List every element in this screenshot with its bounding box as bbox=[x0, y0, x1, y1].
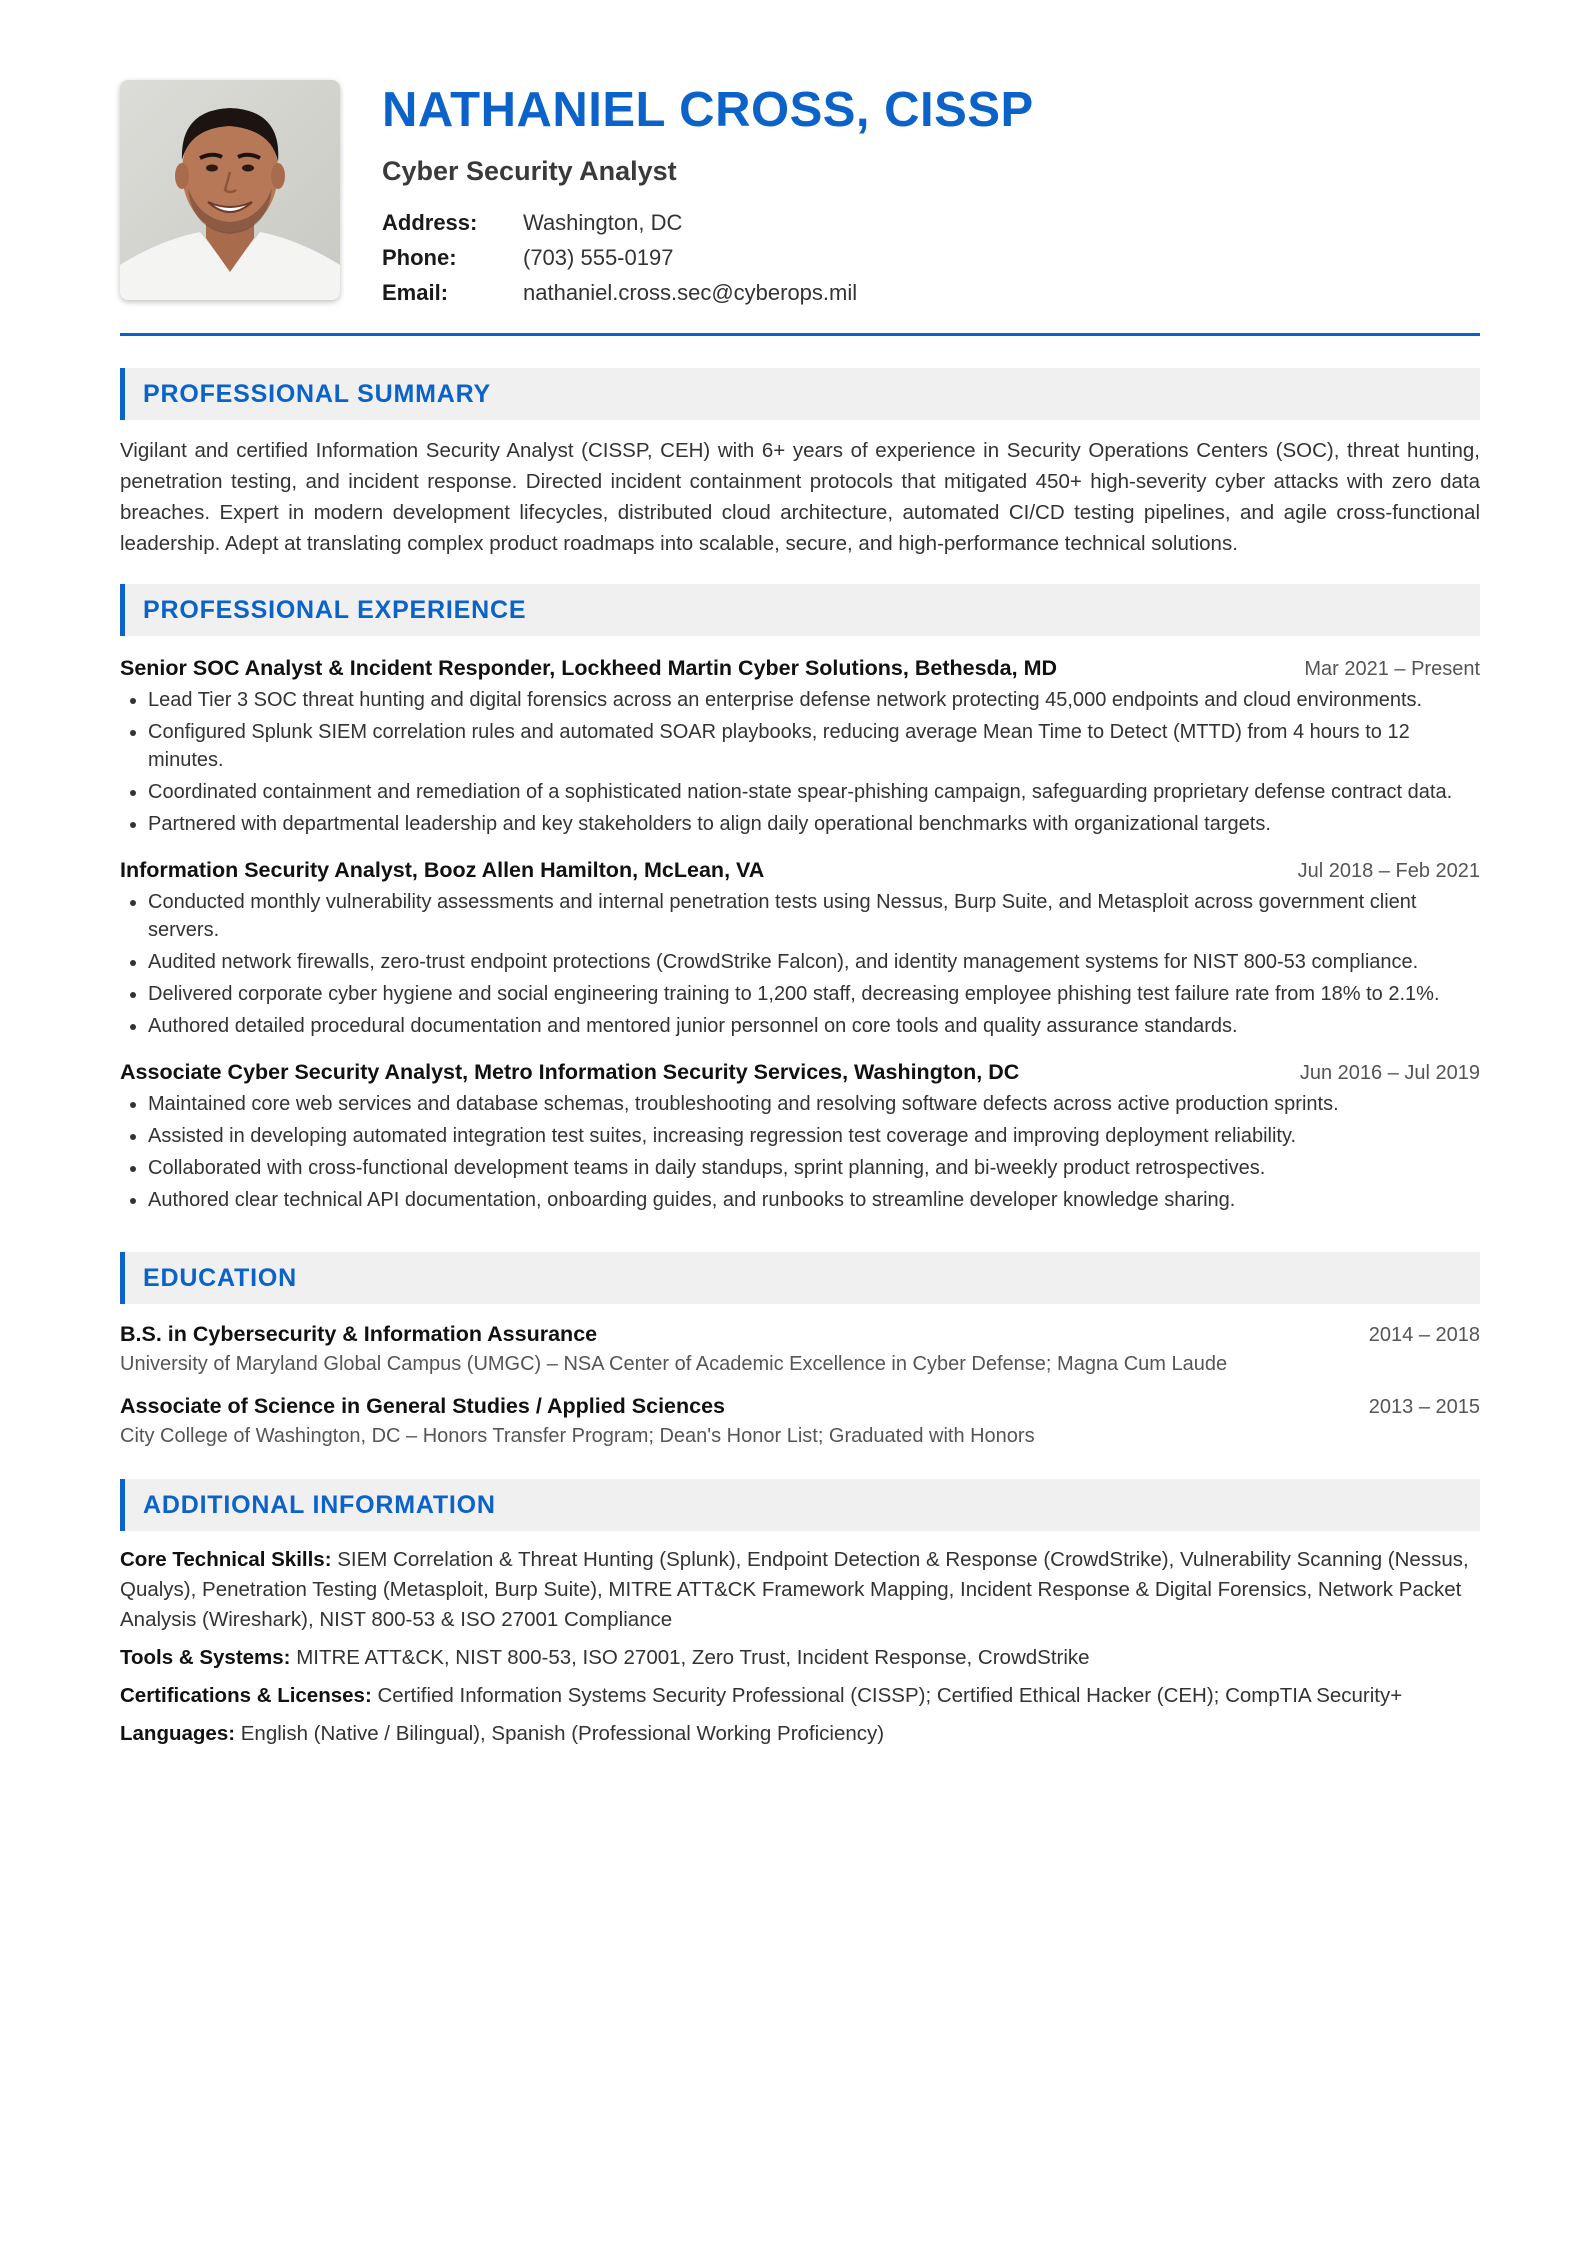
job-dates: Mar 2021 – Present bbox=[1304, 658, 1480, 680]
contact-address bbox=[382, 205, 1034, 240]
job-dates: Jun 2016 – Jul 2019 bbox=[1299, 1062, 1480, 1084]
education-entry bbox=[120, 1319, 1480, 1379]
job-bullet: • Assisted in developing automated integration test suites, increasing regression test coverage and improving deployment reliability. bbox=[148, 1122, 1480, 1150]
degree-title: Associate of Science in General Studies / Applied Sciences bbox=[120, 1394, 726, 1418]
job-header bbox=[120, 855, 1480, 885]
additional-label: Core Technical Skills: bbox=[120, 1548, 332, 1571]
education-header bbox=[120, 1319, 1480, 1349]
job-bullets bbox=[120, 1090, 1480, 1214]
portrait-illustration bbox=[120, 80, 340, 300]
education-entry bbox=[120, 1391, 1480, 1451]
job-bullet: • Delivered corporate cyber hygiene and social engineering training to 1,200 staff, decreasing employee phishing test failure rate from 18% to 2.1%. bbox=[148, 980, 1480, 1008]
contact-value: nathaniel.cross.sec@cyberops.mil bbox=[523, 279, 858, 305]
additional-value: Certified Information Systems Security Professional (CISSP); Certified Ethical Hacker (CEH); CompTIA Security+ bbox=[377, 1684, 1403, 1707]
education-dates: 2013 – 2015 bbox=[1368, 1396, 1480, 1418]
additional-value: English (Native / Bilingual), Spanish (Professional Working Proficiency) bbox=[240, 1722, 885, 1745]
additional-info-list bbox=[120, 1545, 1480, 1749]
contact-label: Email: bbox=[382, 279, 449, 305]
additional-label: Tools & Systems: bbox=[120, 1646, 291, 1669]
job-bullet: • Lead Tier 3 SOC threat hunting and digital forensics across an enterprise defense network protecting 45,000 endpoints and cloud environments. bbox=[148, 686, 1480, 714]
job-bullets bbox=[120, 686, 1480, 838]
additional-row-certifications bbox=[120, 1681, 1480, 1711]
header-info bbox=[382, 80, 1034, 310]
job-bullet: • Conducted monthly vulnerability assessments and internal penetration tests using Nessus, Burp Suite, and Metasploit across government client servers. bbox=[148, 888, 1480, 944]
contact-value: (703) 555-0197 bbox=[523, 244, 674, 270]
additional-value: MITRE ATT&CK, NIST 800-53, ISO 27001, Zero Trust, Incident Response, CrowdStrike bbox=[296, 1646, 1090, 1669]
job-bullet: • Maintained core web services and database schemas, troubleshooting and resolving software defects across active production sprints. bbox=[148, 1090, 1480, 1118]
section-heading-education: EDUCATION bbox=[120, 1252, 1480, 1304]
contact-phone bbox=[382, 240, 1034, 275]
additional-label: Certifications & Licenses: bbox=[120, 1684, 372, 1707]
contact-label: Address: bbox=[382, 209, 478, 235]
candidate-role: Cyber Security Analyst bbox=[382, 155, 677, 186]
job-header bbox=[120, 1057, 1480, 1087]
job-entry bbox=[120, 1057, 1480, 1214]
header-divider bbox=[120, 333, 1480, 336]
job-bullet: • Authored clear technical API documentation, onboarding guides, and runbooks to streamline developer knowledge sharing. bbox=[148, 1186, 1480, 1214]
education-detail: City College of Washington, DC – Honors Transfer Program; Dean's Honor List; Graduated with Honors bbox=[120, 1425, 1035, 1447]
additional-row-skills bbox=[120, 1545, 1480, 1635]
candidate-name: NATHANIEL CROSS, CISSP bbox=[382, 83, 1034, 137]
contact-label: Phone: bbox=[382, 244, 457, 270]
education-dates: 2014 – 2018 bbox=[1368, 1324, 1480, 1346]
job-title: Associate Cyber Security Analyst, Metro Information Security Services, Washington, DC bbox=[120, 1060, 1020, 1084]
section-heading-experience: PROFESSIONAL EXPERIENCE bbox=[120, 584, 1480, 636]
job-bullet: • Partnered with departmental leadership and key stakeholders to align daily operational benchmarks with organizational targets. bbox=[148, 810, 1480, 838]
job-header bbox=[120, 653, 1480, 683]
summary-text: Vigilant and certified Information Security Analyst (CISSP, CEH) with 6+ years of experience in Security Operations Centers (SOC), threat hunting, penetration testing, and incident response. Directed incident containment protocols that mitigated 450+ high-severity cyber attacks with zero data breaches. Expert in modern development lifecycles, distributed cloud architecture, automated CI/CD testing pipelines, and agile cross-functional leadership. Adept at translating complex product roadmaps into scalable, secure, and high-performance technical solutions. bbox=[120, 439, 1480, 555]
job-bullet: • Audited network firewalls, zero-trust endpoint protections (CrowdStrike Falcon), and identity management systems for NIST 800-53 compliance. bbox=[148, 948, 1480, 976]
job-dates: Jul 2018 – Feb 2021 bbox=[1297, 860, 1480, 882]
job-title: Senior SOC Analyst & Incident Responder, Lockheed Martin Cyber Solutions, Bethesda, MD bbox=[120, 656, 1058, 680]
job-bullets bbox=[120, 888, 1480, 1040]
profile-photo bbox=[120, 80, 340, 300]
contact-details bbox=[382, 205, 1034, 310]
education-detail: University of Maryland Global Campus (UMGC) – NSA Center of Academic Excellence in Cyber Defense; Magna Cum Laude bbox=[120, 1353, 1228, 1375]
contact-email bbox=[382, 275, 1034, 310]
resume-header bbox=[120, 80, 1480, 305]
job-bullet: • Coordinated containment and remediation of a sophisticated nation-state spear-phishing campaign, safeguarding proprietary defense contract data. bbox=[148, 778, 1480, 806]
contact-value: Washington, DC bbox=[523, 209, 683, 235]
additional-label: Languages: bbox=[120, 1722, 236, 1745]
education-header bbox=[120, 1391, 1480, 1421]
degree-title: B.S. in Cybersecurity & Information Assurance bbox=[120, 1322, 598, 1346]
job-bullet: • Configured Splunk SIEM correlation rules and automated SOAR playbooks, reducing average Mean Time to Detect (MTTD) from 4 hours to 12 minutes. bbox=[148, 718, 1480, 774]
additional-row-tools bbox=[120, 1643, 1480, 1673]
section-heading-summary: PROFESSIONAL SUMMARY bbox=[120, 368, 1480, 420]
job-bullet: • Collaborated with cross-functional development teams in daily standups, sprint planning, and bi-weekly product retrospectives. bbox=[148, 1154, 1480, 1182]
additional-value: SIEM Correlation & Threat Hunting (Splunk), Endpoint Detection & Response (CrowdStrike), Vulnerability Scanning (Nessus, Qualys), Penetration Testing (Metasploit, Burp Suite), MITRE ATT&CK Framework Mapping, Incident Response & Digital Forensics, Network Packet Analysis (Wireshark), NIST 800-53 & ISO 27001 Compliance bbox=[120, 1548, 1469, 1631]
job-entry bbox=[120, 855, 1480, 1040]
section-heading-additional: ADDITIONAL INFORMATION bbox=[120, 1479, 1480, 1531]
job-bullet: • Authored detailed procedural documentation and mentored junior personnel on core tools and quality assurance standards. bbox=[148, 1012, 1480, 1040]
job-entry bbox=[120, 653, 1480, 838]
job-title: Information Security Analyst, Booz Allen Hamilton, McLean, VA bbox=[120, 858, 765, 882]
additional-row-languages bbox=[120, 1719, 1480, 1749]
